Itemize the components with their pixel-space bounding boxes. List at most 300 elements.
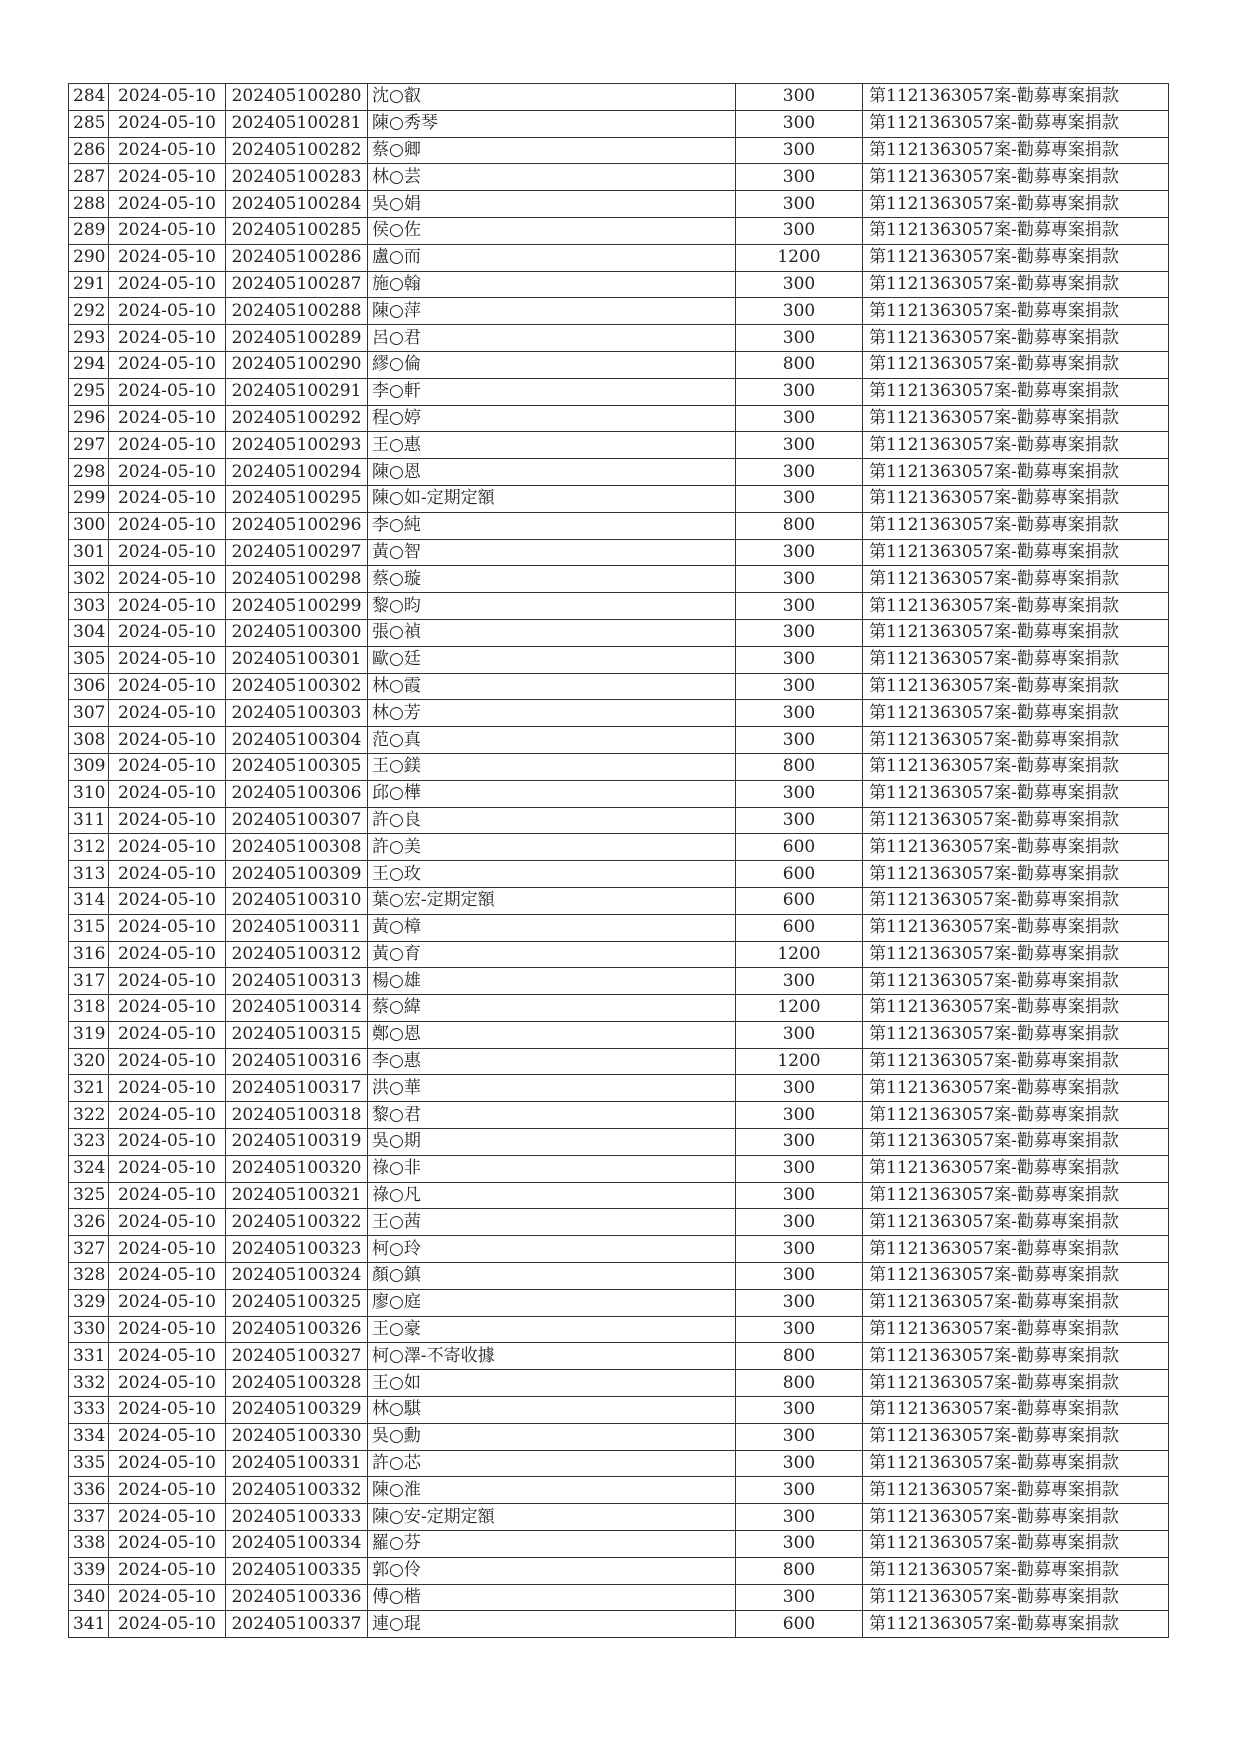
donation-date: 2024-05-10 [109, 1182, 226, 1209]
donation-note: 第1121363057案-勸募專案捐款 [863, 351, 1169, 378]
table-row [69, 1584, 1169, 1611]
donation-amount: 300 [736, 1504, 863, 1531]
receipt-number: 202405100301 [226, 646, 368, 673]
donor-name: 程○婷 [368, 405, 736, 432]
row-number: 302 [69, 566, 109, 593]
donor-name: 羅○芬 [368, 1531, 736, 1558]
receipt-number: 202405100281 [226, 110, 368, 137]
receipt-number: 202405100286 [226, 244, 368, 271]
donation-note: 第1121363057案-勸募專案捐款 [863, 405, 1169, 432]
table-row [69, 1289, 1169, 1316]
row-number: 285 [69, 110, 109, 137]
receipt-number: 202405100300 [226, 619, 368, 646]
table-row [69, 914, 1169, 941]
donation-date: 2024-05-10 [109, 110, 226, 137]
receipt-number: 202405100334 [226, 1531, 368, 1558]
donation-amount: 600 [736, 834, 863, 861]
donation-note: 第1121363057案-勸募專案捐款 [863, 1370, 1169, 1397]
receipt-number: 202405100293 [226, 432, 368, 459]
receipt-number: 202405100285 [226, 217, 368, 244]
donation-amount: 800 [736, 1557, 863, 1584]
donation-date: 2024-05-10 [109, 1423, 226, 1450]
donation-amount: 300 [736, 1397, 863, 1424]
donation-note: 第1121363057案-勸募專案捐款 [863, 753, 1169, 780]
donor-name: 廖○庭 [368, 1289, 736, 1316]
row-number: 324 [69, 1155, 109, 1182]
row-number: 317 [69, 968, 109, 995]
receipt-number: 202405100294 [226, 459, 368, 486]
donation-note: 第1121363057案-勸募專案捐款 [863, 325, 1169, 352]
donation-amount: 300 [736, 485, 863, 512]
receipt-number: 202405100292 [226, 405, 368, 432]
donation-date: 2024-05-10 [109, 968, 226, 995]
receipt-number: 202405100312 [226, 941, 368, 968]
donation-note: 第1121363057案-勸募專案捐款 [863, 1102, 1169, 1129]
receipt-number: 202405100304 [226, 727, 368, 754]
donation-amount: 600 [736, 861, 863, 888]
receipt-number: 202405100308 [226, 834, 368, 861]
donor-name: 許○良 [368, 807, 736, 834]
row-number: 294 [69, 351, 109, 378]
table-row [69, 968, 1169, 995]
donor-name: 王○豪 [368, 1316, 736, 1343]
table-row [69, 1611, 1169, 1638]
donation-note: 第1121363057案-勸募專案捐款 [863, 1584, 1169, 1611]
donor-name: 繆○倫 [368, 351, 736, 378]
row-number: 311 [69, 807, 109, 834]
donation-amount: 800 [736, 753, 863, 780]
receipt-number: 202405100326 [226, 1316, 368, 1343]
receipt-number: 202405100336 [226, 1584, 368, 1611]
receipt-number: 202405100337 [226, 1611, 368, 1638]
donation-date: 2024-05-10 [109, 1263, 226, 1290]
donation-note: 第1121363057案-勸募專案捐款 [863, 1611, 1169, 1638]
row-number: 328 [69, 1263, 109, 1290]
table-row [69, 405, 1169, 432]
table-row [69, 834, 1169, 861]
donation-note: 第1121363057案-勸募專案捐款 [863, 217, 1169, 244]
table-row [69, 727, 1169, 754]
donation-date: 2024-05-10 [109, 887, 226, 914]
donation-date: 2024-05-10 [109, 593, 226, 620]
receipt-number: 202405100311 [226, 914, 368, 941]
donation-amount: 300 [736, 1182, 863, 1209]
donation-amount: 300 [736, 137, 863, 164]
donation-note: 第1121363057案-勸募專案捐款 [863, 298, 1169, 325]
donation-date: 2024-05-10 [109, 1289, 226, 1316]
row-number: 301 [69, 539, 109, 566]
donor-name: 張○禎 [368, 619, 736, 646]
donation-note: 第1121363057案-勸募專案捐款 [863, 512, 1169, 539]
donation-amount: 300 [736, 271, 863, 298]
row-number: 290 [69, 244, 109, 271]
donation-amount: 800 [736, 512, 863, 539]
row-number: 322 [69, 1102, 109, 1129]
donation-amount: 1200 [736, 995, 863, 1022]
row-number: 284 [69, 84, 109, 111]
table-row [69, 191, 1169, 218]
row-number: 315 [69, 914, 109, 941]
receipt-number: 202405100287 [226, 271, 368, 298]
table-row [69, 1048, 1169, 1075]
donation-date: 2024-05-10 [109, 1611, 226, 1638]
donation-date: 2024-05-10 [109, 834, 226, 861]
donation-note: 第1121363057案-勸募專案捐款 [863, 1316, 1169, 1343]
receipt-number: 202405100323 [226, 1236, 368, 1263]
donor-name: 侯○佐 [368, 217, 736, 244]
table-row [69, 378, 1169, 405]
table-row [69, 807, 1169, 834]
row-number: 300 [69, 512, 109, 539]
receipt-number: 202405100317 [226, 1075, 368, 1102]
receipt-number: 202405100306 [226, 780, 368, 807]
donation-date: 2024-05-10 [109, 1477, 226, 1504]
donation-amount: 300 [736, 1450, 863, 1477]
donation-date: 2024-05-10 [109, 459, 226, 486]
row-number: 341 [69, 1611, 109, 1638]
table-row [69, 646, 1169, 673]
donation-date: 2024-05-10 [109, 244, 226, 271]
donor-name: 吳○期 [368, 1129, 736, 1156]
donation-date: 2024-05-10 [109, 646, 226, 673]
donation-date: 2024-05-10 [109, 84, 226, 111]
donation-amount: 300 [736, 1263, 863, 1290]
donor-name: 陳○安-定期定額 [368, 1504, 736, 1531]
donation-note: 第1121363057案-勸募專案捐款 [863, 673, 1169, 700]
donor-name: 洪○華 [368, 1075, 736, 1102]
receipt-number: 202405100280 [226, 84, 368, 111]
donation-date: 2024-05-10 [109, 1557, 226, 1584]
donation-amount: 300 [736, 619, 863, 646]
donation-amount: 300 [736, 1316, 863, 1343]
donor-name: 連○琨 [368, 1611, 736, 1638]
donor-name: 葉○宏-定期定額 [368, 887, 736, 914]
receipt-number: 202405100318 [226, 1102, 368, 1129]
receipt-number: 202405100321 [226, 1182, 368, 1209]
donor-name: 盧○而 [368, 244, 736, 271]
receipt-number: 202405100298 [226, 566, 368, 593]
donor-name: 吳○娟 [368, 191, 736, 218]
donor-name: 傅○楷 [368, 1584, 736, 1611]
donation-date: 2024-05-10 [109, 164, 226, 191]
row-number: 330 [69, 1316, 109, 1343]
donor-name: 郭○伶 [368, 1557, 736, 1584]
donation-note: 第1121363057案-勸募專案捐款 [863, 539, 1169, 566]
donation-amount: 800 [736, 351, 863, 378]
donation-note: 第1121363057案-勸募專案捐款 [863, 432, 1169, 459]
table-body [69, 84, 1169, 1638]
donation-note: 第1121363057案-勸募專案捐款 [863, 727, 1169, 754]
donation-note: 第1121363057案-勸募專案捐款 [863, 137, 1169, 164]
donation-note: 第1121363057案-勸募專案捐款 [863, 1236, 1169, 1263]
donation-note: 第1121363057案-勸募專案捐款 [863, 1075, 1169, 1102]
donation-amount: 300 [736, 1155, 863, 1182]
donation-note: 第1121363057案-勸募專案捐款 [863, 619, 1169, 646]
table-row [69, 753, 1169, 780]
donation-amount: 300 [736, 84, 863, 111]
receipt-number: 202405100288 [226, 298, 368, 325]
donation-date: 2024-05-10 [109, 1155, 226, 1182]
donation-date: 2024-05-10 [109, 914, 226, 941]
table-row [69, 1263, 1169, 1290]
donation-date: 2024-05-10 [109, 1450, 226, 1477]
row-number: 327 [69, 1236, 109, 1263]
receipt-number: 202405100305 [226, 753, 368, 780]
donation-note: 第1121363057案-勸募專案捐款 [863, 566, 1169, 593]
donation-date: 2024-05-10 [109, 1102, 226, 1129]
donation-amount: 300 [736, 432, 863, 459]
receipt-number: 202405100313 [226, 968, 368, 995]
receipt-number: 202405100324 [226, 1263, 368, 1290]
table-row [69, 995, 1169, 1022]
donation-date: 2024-05-10 [109, 1075, 226, 1102]
table-row [69, 861, 1169, 888]
donation-note: 第1121363057案-勸募專案捐款 [863, 1423, 1169, 1450]
donation-amount: 300 [736, 727, 863, 754]
table-row [69, 432, 1169, 459]
row-number: 329 [69, 1289, 109, 1316]
donation-amount: 600 [736, 887, 863, 914]
donor-name: 蔡○緯 [368, 995, 736, 1022]
donation-amount: 1200 [736, 941, 863, 968]
donation-date: 2024-05-10 [109, 485, 226, 512]
donation-note: 第1121363057案-勸募專案捐款 [863, 941, 1169, 968]
table-row [69, 298, 1169, 325]
donation-records-table [68, 83, 1169, 1638]
donation-date: 2024-05-10 [109, 619, 226, 646]
donation-note: 第1121363057案-勸募專案捐款 [863, 1397, 1169, 1424]
donation-note: 第1121363057案-勸募專案捐款 [863, 995, 1169, 1022]
table-row [69, 1557, 1169, 1584]
table-row [69, 1236, 1169, 1263]
donor-name: 林○霞 [368, 673, 736, 700]
receipt-number: 202405100282 [226, 137, 368, 164]
donation-amount: 300 [736, 1584, 863, 1611]
donor-name: 柯○玲 [368, 1236, 736, 1263]
receipt-number: 202405100295 [226, 485, 368, 512]
receipt-number: 202405100333 [226, 1504, 368, 1531]
table-row [69, 164, 1169, 191]
row-number: 314 [69, 887, 109, 914]
donor-name: 李○軒 [368, 378, 736, 405]
table-row [69, 566, 1169, 593]
donation-note: 第1121363057案-勸募專案捐款 [863, 1504, 1169, 1531]
table-row [69, 512, 1169, 539]
receipt-number: 202405100331 [226, 1450, 368, 1477]
donation-amount: 600 [736, 1611, 863, 1638]
table-row [69, 459, 1169, 486]
table-row [69, 1423, 1169, 1450]
row-number: 336 [69, 1477, 109, 1504]
donation-date: 2024-05-10 [109, 1584, 226, 1611]
donation-date: 2024-05-10 [109, 1343, 226, 1370]
donation-amount: 300 [736, 780, 863, 807]
donor-name: 吳○勳 [368, 1423, 736, 1450]
donor-name: 陳○秀琴 [368, 110, 736, 137]
row-number: 335 [69, 1450, 109, 1477]
row-number: 297 [69, 432, 109, 459]
donation-note: 第1121363057案-勸募專案捐款 [863, 1209, 1169, 1236]
donation-date: 2024-05-10 [109, 753, 226, 780]
donation-date: 2024-05-10 [109, 512, 226, 539]
donor-name: 黃○育 [368, 941, 736, 968]
donation-amount: 300 [736, 1531, 863, 1558]
donation-amount: 1200 [736, 244, 863, 271]
donation-amount: 300 [736, 459, 863, 486]
donation-date: 2024-05-10 [109, 191, 226, 218]
table-row [69, 325, 1169, 352]
table-row [69, 244, 1169, 271]
row-number: 286 [69, 137, 109, 164]
donation-note: 第1121363057案-勸募專案捐款 [863, 1531, 1169, 1558]
table-row [69, 1075, 1169, 1102]
donation-note: 第1121363057案-勸募專案捐款 [863, 1021, 1169, 1048]
row-number: 313 [69, 861, 109, 888]
donor-name: 黃○樟 [368, 914, 736, 941]
receipt-number: 202405100290 [226, 351, 368, 378]
table-row [69, 1129, 1169, 1156]
row-number: 306 [69, 673, 109, 700]
donor-name: 林○芳 [368, 700, 736, 727]
donor-name: 陳○如-定期定額 [368, 485, 736, 512]
row-number: 288 [69, 191, 109, 218]
receipt-number: 202405100296 [226, 512, 368, 539]
donor-name: 顏○鎮 [368, 1263, 736, 1290]
row-number: 308 [69, 727, 109, 754]
receipt-number: 202405100328 [226, 1370, 368, 1397]
row-number: 318 [69, 995, 109, 1022]
table-row [69, 1155, 1169, 1182]
receipt-number: 202405100330 [226, 1423, 368, 1450]
donor-name: 李○惠 [368, 1048, 736, 1075]
table-row [69, 137, 1169, 164]
donation-note: 第1121363057案-勸募專案捐款 [863, 459, 1169, 486]
donation-amount: 300 [736, 700, 863, 727]
receipt-number: 202405100315 [226, 1021, 368, 1048]
table-row [69, 1316, 1169, 1343]
row-number: 332 [69, 1370, 109, 1397]
donation-date: 2024-05-10 [109, 1236, 226, 1263]
table-row [69, 84, 1169, 111]
row-number: 309 [69, 753, 109, 780]
donation-note: 第1121363057案-勸募專案捐款 [863, 780, 1169, 807]
donation-note: 第1121363057案-勸募專案捐款 [863, 244, 1169, 271]
receipt-number: 202405100289 [226, 325, 368, 352]
table-row [69, 619, 1169, 646]
receipt-number: 202405100329 [226, 1397, 368, 1424]
table-row [69, 1397, 1169, 1424]
donation-amount: 300 [736, 110, 863, 137]
donation-amount: 300 [736, 325, 863, 352]
donation-note: 第1121363057案-勸募專案捐款 [863, 1343, 1169, 1370]
donor-name: 柯○澤-不寄收據 [368, 1343, 736, 1370]
donation-amount: 600 [736, 914, 863, 941]
row-number: 337 [69, 1504, 109, 1531]
donor-name: 王○鎂 [368, 753, 736, 780]
donation-date: 2024-05-10 [109, 271, 226, 298]
donor-name: 鄭○恩 [368, 1021, 736, 1048]
donation-note: 第1121363057案-勸募專案捐款 [863, 1129, 1169, 1156]
donation-date: 2024-05-10 [109, 1504, 226, 1531]
row-number: 321 [69, 1075, 109, 1102]
donation-note: 第1121363057案-勸募專案捐款 [863, 164, 1169, 191]
donation-date: 2024-05-10 [109, 1531, 226, 1558]
donation-note: 第1121363057案-勸募專案捐款 [863, 646, 1169, 673]
donation-date: 2024-05-10 [109, 378, 226, 405]
donation-note: 第1121363057案-勸募專案捐款 [863, 968, 1169, 995]
donation-amount: 300 [736, 968, 863, 995]
table-row [69, 110, 1169, 137]
table-row [69, 539, 1169, 566]
donation-amount: 300 [736, 378, 863, 405]
donation-date: 2024-05-10 [109, 1316, 226, 1343]
row-number: 289 [69, 217, 109, 244]
donation-date: 2024-05-10 [109, 673, 226, 700]
row-number: 338 [69, 1531, 109, 1558]
donation-date: 2024-05-10 [109, 780, 226, 807]
table-row [69, 351, 1169, 378]
donation-amount: 300 [736, 566, 863, 593]
receipt-number: 202405100319 [226, 1129, 368, 1156]
receipt-number: 202405100302 [226, 673, 368, 700]
donation-amount: 800 [736, 1370, 863, 1397]
row-number: 323 [69, 1129, 109, 1156]
row-number: 325 [69, 1182, 109, 1209]
row-number: 303 [69, 593, 109, 620]
donation-date: 2024-05-10 [109, 351, 226, 378]
donation-note: 第1121363057案-勸募專案捐款 [863, 1450, 1169, 1477]
donation-amount: 300 [736, 539, 863, 566]
donation-date: 2024-05-10 [109, 566, 226, 593]
donation-amount: 300 [736, 191, 863, 218]
donation-amount: 300 [736, 807, 863, 834]
donor-name: 許○芯 [368, 1450, 736, 1477]
donor-name: 王○如 [368, 1370, 736, 1397]
receipt-number: 202405100316 [226, 1048, 368, 1075]
table-row [69, 485, 1169, 512]
table-row [69, 1370, 1169, 1397]
receipt-number: 202405100320 [226, 1155, 368, 1182]
receipt-number: 202405100335 [226, 1557, 368, 1584]
donation-note: 第1121363057案-勸募專案捐款 [863, 593, 1169, 620]
donation-note: 第1121363057案-勸募專案捐款 [863, 110, 1169, 137]
donation-note: 第1121363057案-勸募專案捐款 [863, 191, 1169, 218]
row-number: 326 [69, 1209, 109, 1236]
donation-date: 2024-05-10 [109, 1209, 226, 1236]
receipt-number: 202405100325 [226, 1289, 368, 1316]
donation-amount: 300 [736, 1102, 863, 1129]
row-number: 331 [69, 1343, 109, 1370]
receipt-number: 202405100297 [226, 539, 368, 566]
table-row [69, 1531, 1169, 1558]
table-row [69, 1102, 1169, 1129]
donation-date: 2024-05-10 [109, 807, 226, 834]
donation-note: 第1121363057案-勸募專案捐款 [863, 887, 1169, 914]
receipt-number: 202405100307 [226, 807, 368, 834]
table-row [69, 1182, 1169, 1209]
receipt-number: 202405100284 [226, 191, 368, 218]
donation-amount: 300 [736, 405, 863, 432]
row-number: 295 [69, 378, 109, 405]
row-number: 299 [69, 485, 109, 512]
row-number: 334 [69, 1423, 109, 1450]
row-number: 305 [69, 646, 109, 673]
donation-amount: 300 [736, 1129, 863, 1156]
donor-name: 呂○君 [368, 325, 736, 352]
receipt-number: 202405100332 [226, 1477, 368, 1504]
donation-note: 第1121363057案-勸募專案捐款 [863, 485, 1169, 512]
receipt-number: 202405100309 [226, 861, 368, 888]
